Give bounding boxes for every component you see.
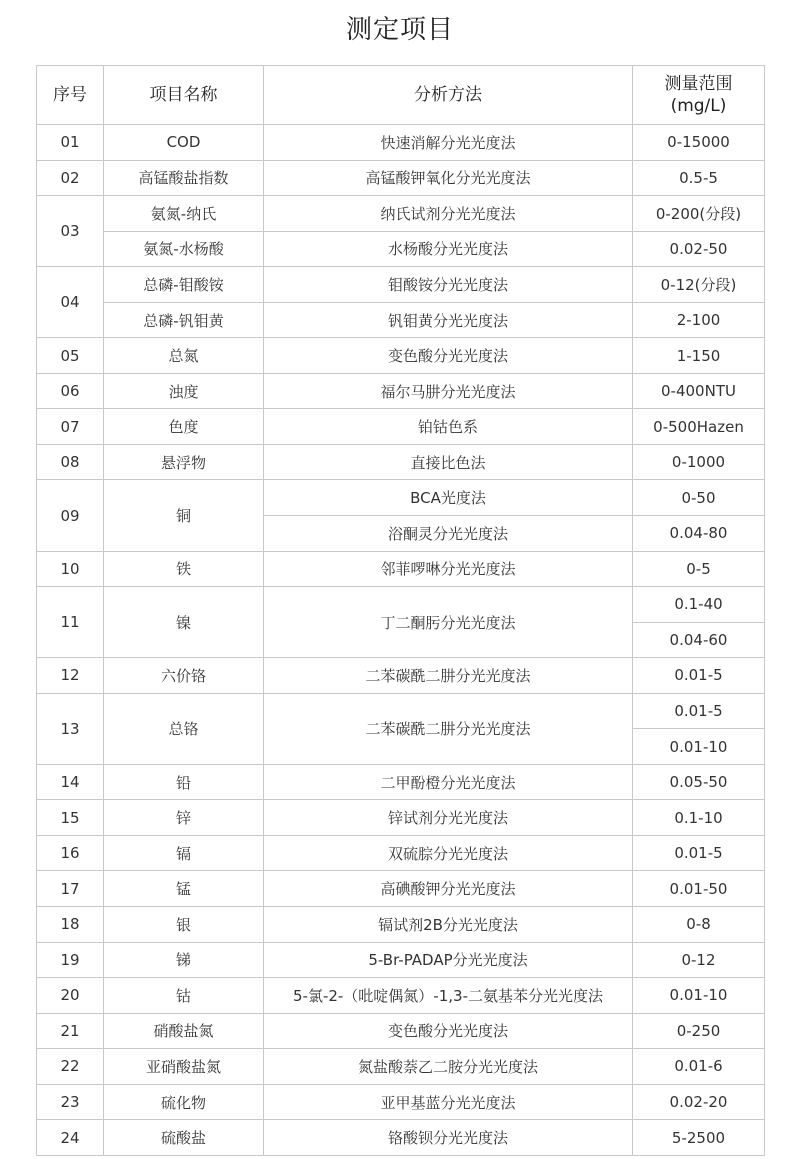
item-name: 总氮 — [104, 338, 264, 374]
table-row — [37, 800, 765, 836]
row-no: 06 — [37, 373, 104, 409]
measure-range: 0-15000 — [633, 125, 765, 161]
measure-range: 2-100 — [633, 302, 765, 338]
item-name: 铅 — [104, 764, 264, 800]
item-name: 钴 — [104, 978, 264, 1014]
item-name: 六价铬 — [104, 658, 264, 694]
table-row — [37, 1120, 765, 1156]
item-name: 硝酸盐氮 — [104, 1013, 264, 1049]
row-no: 17 — [37, 871, 104, 907]
analysis-method: 福尔马肼分光光度法 — [264, 373, 633, 409]
measure-range: 0.01-5 — [633, 835, 765, 871]
row-no: 10 — [37, 551, 104, 587]
row-no: 13 — [37, 693, 104, 764]
table-header-row — [37, 66, 765, 125]
analysis-method: BCA光度法 — [264, 480, 633, 516]
table-row — [37, 978, 765, 1014]
item-name: 硫酸盐 — [104, 1120, 264, 1156]
analysis-method: 镉试剂2B分光光度法 — [264, 907, 633, 943]
measure-range: 1-150 — [633, 338, 765, 374]
measure-range: 0.1-10 — [633, 800, 765, 836]
row-no: 05 — [37, 338, 104, 374]
item-name: 锰 — [104, 871, 264, 907]
analysis-method: 铂钴色系 — [264, 409, 633, 445]
measure-range: 0-8 — [633, 907, 765, 943]
header-item-name: 项目名称 — [104, 66, 264, 125]
page-title: 测定项目 — [345, 15, 454, 45]
table-row — [37, 373, 765, 409]
table-row — [37, 267, 765, 303]
item-name: 氨氮-纳氏 — [104, 196, 264, 232]
table-row — [37, 1013, 765, 1049]
analysis-method: 高锰酸钾氧化分光光度法 — [264, 160, 633, 196]
measure-range: 0.01-50 — [633, 871, 765, 907]
header-range-unit: (mg/L) — [670, 96, 727, 116]
row-no: 23 — [37, 1084, 104, 1120]
row-no: 04 — [37, 267, 104, 338]
item-name: 锌 — [104, 800, 264, 836]
table-row — [37, 658, 765, 694]
table-row — [37, 480, 765, 516]
measure-range: 5-2500 — [633, 1120, 765, 1156]
measure-range: 0.02-50 — [633, 231, 765, 267]
analysis-method: 快速消解分光光度法 — [264, 125, 633, 161]
measure-range: 0-12 — [633, 942, 765, 978]
table-row — [37, 871, 765, 907]
item-name: 总铬 — [104, 693, 264, 764]
analysis-method: 氮盐酸萘乙二胺分光光度法 — [264, 1049, 633, 1085]
row-no: 11 — [37, 587, 104, 658]
item-name: 铁 — [104, 551, 264, 587]
table-row — [37, 942, 765, 978]
measurement-items-table — [36, 65, 765, 1156]
item-name: 色度 — [104, 409, 264, 445]
measure-range: 0.01-5 — [633, 693, 765, 729]
row-no: 24 — [37, 1120, 104, 1156]
table-row — [37, 835, 765, 871]
item-name: 悬浮物 — [104, 444, 264, 480]
row-no: 22 — [37, 1049, 104, 1085]
analysis-method: 二苯碳酰二肼分光光度法 — [264, 693, 633, 764]
table-row — [37, 302, 765, 338]
table-row — [37, 1084, 765, 1120]
table-row — [37, 125, 765, 161]
table-row — [37, 444, 765, 480]
analysis-method: 纳氏试剂分光光度法 — [264, 196, 633, 232]
header-range — [633, 66, 765, 125]
item-name: 镉 — [104, 835, 264, 871]
measure-range: 0.01-5 — [633, 658, 765, 694]
measure-range: 0.1-40 — [633, 587, 765, 623]
row-no: 09 — [37, 480, 104, 551]
item-name: 氨氮-水杨酸 — [104, 231, 264, 267]
row-no: 14 — [37, 764, 104, 800]
table-row — [37, 551, 765, 587]
row-no: 08 — [37, 444, 104, 480]
row-no: 18 — [37, 907, 104, 943]
table-row — [37, 409, 765, 445]
analysis-method: 亚甲基蓝分光光度法 — [264, 1084, 633, 1120]
row-no: 01 — [37, 125, 104, 161]
analysis-method: 铬酸钡分光光度法 — [264, 1120, 633, 1156]
analysis-method: 水杨酸分光光度法 — [264, 231, 633, 267]
measure-range: 0.01-10 — [633, 978, 765, 1014]
measure-range: 0.01-10 — [633, 729, 765, 765]
table-row — [37, 907, 765, 943]
item-name: 浊度 — [104, 373, 264, 409]
row-no: 02 — [37, 160, 104, 196]
analysis-method: 5-Br-PADAP分光光度法 — [264, 942, 633, 978]
header-method: 分析方法 — [264, 66, 633, 125]
item-name: 锑 — [104, 942, 264, 978]
item-name: 铜 — [104, 480, 264, 551]
analysis-method: 高碘酸钾分光光度法 — [264, 871, 633, 907]
analysis-method: 钒钼黄分光光度法 — [264, 302, 633, 338]
row-no: 19 — [37, 942, 104, 978]
analysis-method: 二苯碳酰二肼分光光度法 — [264, 658, 633, 694]
table-row — [37, 693, 765, 729]
measure-range: 0.5-5 — [633, 160, 765, 196]
analysis-method: 浴酮灵分光光度法 — [264, 516, 633, 552]
item-name: 高锰酸盐指数 — [104, 160, 264, 196]
row-no: 16 — [37, 835, 104, 871]
item-name: 银 — [104, 907, 264, 943]
analysis-method: 直接比色法 — [264, 444, 633, 480]
measure-range: 0.04-60 — [633, 622, 765, 658]
analysis-method: 邻菲啰啉分光光度法 — [264, 551, 633, 587]
row-no: 15 — [37, 800, 104, 836]
analysis-method: 丁二酮肟分光光度法 — [264, 587, 633, 658]
measure-range: 0-250 — [633, 1013, 765, 1049]
item-name: 总磷-钒钼黄 — [104, 302, 264, 338]
header-range-label: 测量范围 — [664, 74, 733, 94]
measure-range: 0.05-50 — [633, 764, 765, 800]
measure-range: 0-1000 — [633, 444, 765, 480]
measure-range: 0.01-6 — [633, 1049, 765, 1085]
analysis-method: 双硫腙分光光度法 — [264, 835, 633, 871]
measure-range: 0.04-80 — [633, 516, 765, 552]
analysis-method: 变色酸分光光度法 — [264, 1013, 633, 1049]
row-no: 03 — [37, 196, 104, 267]
analysis-method: 二甲酚橙分光光度法 — [264, 764, 633, 800]
item-name: 镍 — [104, 587, 264, 658]
table-row — [37, 338, 765, 374]
measure-range: 0-50 — [633, 480, 765, 516]
row-no: 12 — [37, 658, 104, 694]
measure-range: 0-400NTU — [633, 373, 765, 409]
table-row — [37, 1049, 765, 1085]
row-no: 20 — [37, 978, 104, 1014]
item-name: COD — [104, 125, 264, 161]
measure-range: 0.02-20 — [633, 1084, 765, 1120]
analysis-method: 钼酸铵分光光度法 — [264, 267, 633, 303]
table-row — [37, 196, 765, 232]
analysis-method: 5-氯-2-（吡啶偶氮）-1,3-二氨基苯分光光度法 — [264, 978, 633, 1014]
table-row — [37, 160, 765, 196]
measure-range: 0-200(分段) — [633, 196, 765, 232]
table-row — [37, 587, 765, 623]
analysis-method: 锌试剂分光光度法 — [264, 800, 633, 836]
row-no: 07 — [37, 409, 104, 445]
row-no: 21 — [37, 1013, 104, 1049]
table-row — [37, 764, 765, 800]
measure-range: 0-500Hazen — [633, 409, 765, 445]
item-name: 总磷-钼酸铵 — [104, 267, 264, 303]
analysis-method: 变色酸分光光度法 — [264, 338, 633, 374]
measure-range: 0-5 — [633, 551, 765, 587]
measure-range: 0-12(分段) — [633, 267, 765, 303]
header-no: 序号 — [37, 66, 104, 125]
item-name: 硫化物 — [104, 1084, 264, 1120]
table-row — [37, 231, 765, 267]
item-name: 亚硝酸盐氮 — [104, 1049, 264, 1085]
